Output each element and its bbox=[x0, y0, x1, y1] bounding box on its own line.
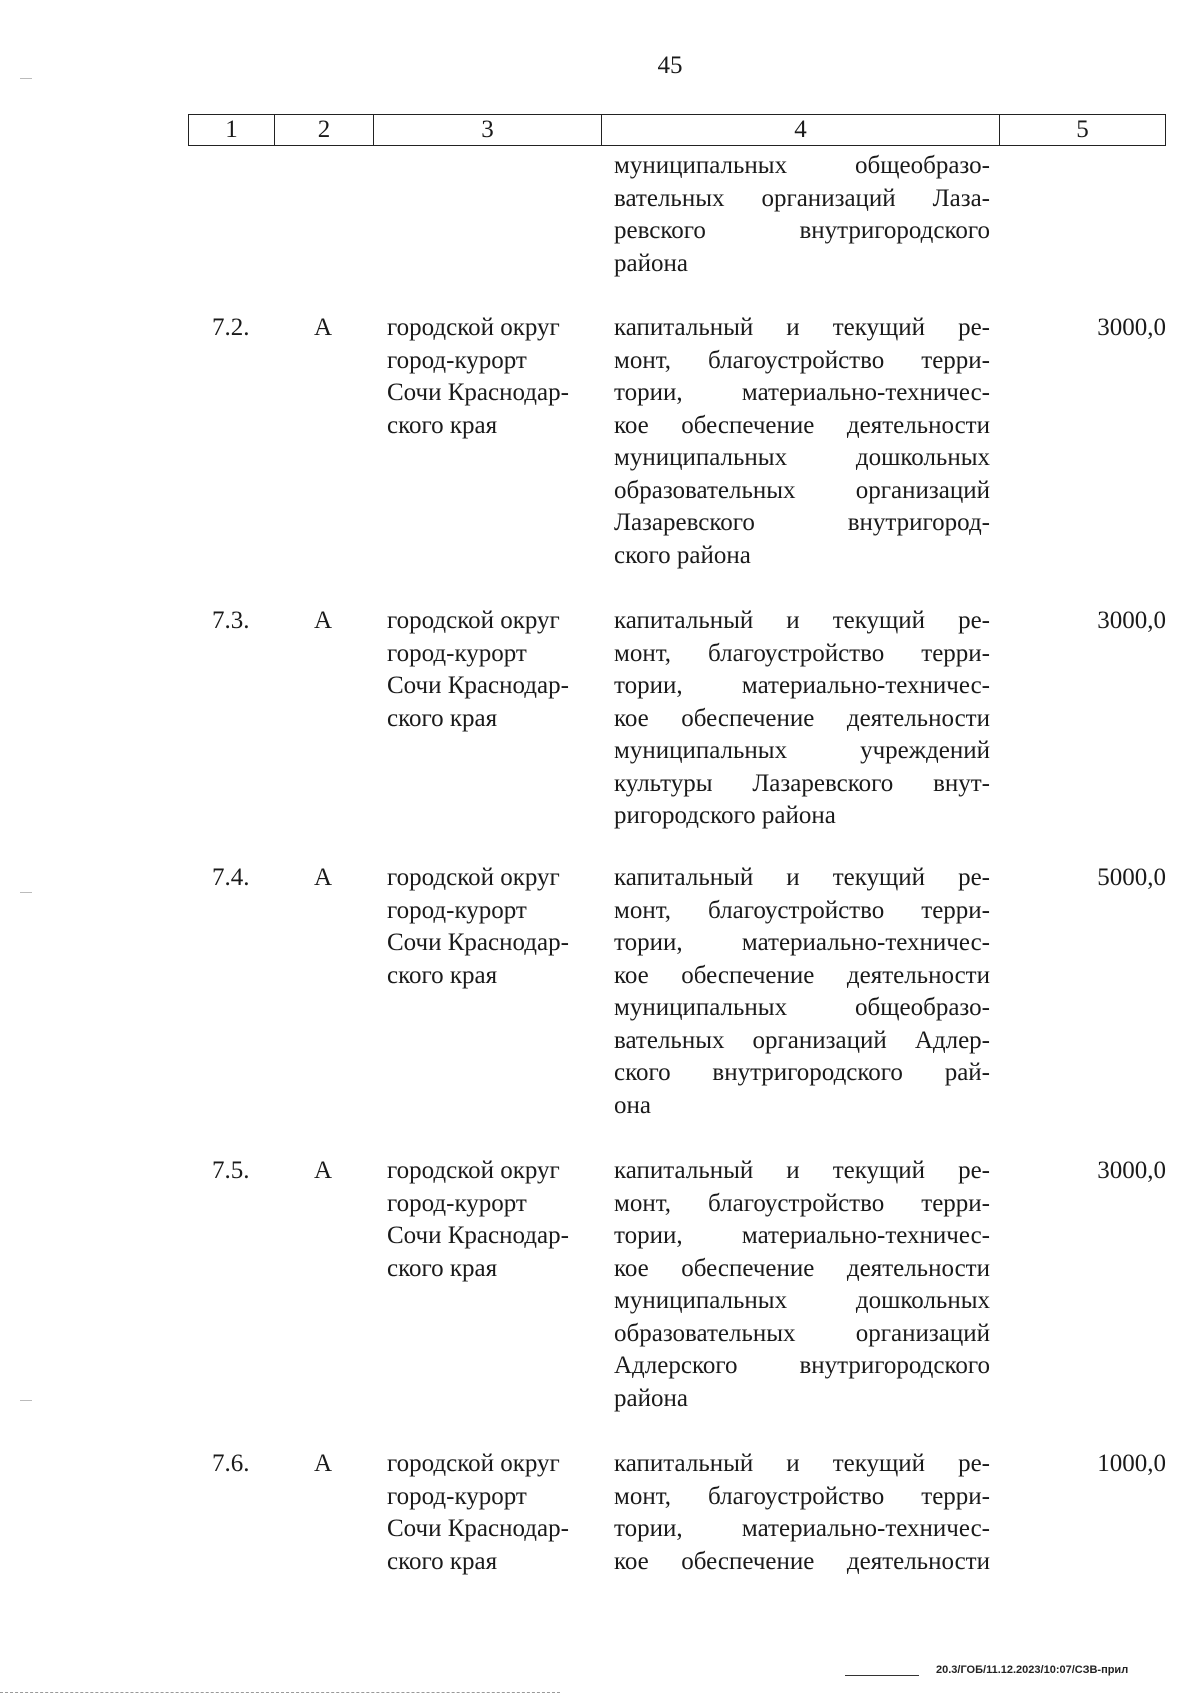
text-line: Сочи Краснодар- bbox=[387, 1515, 569, 1542]
text-line: Лазаревского внутригород- bbox=[614, 509, 990, 536]
text-line: кое обеспечение деятельности bbox=[614, 961, 990, 989]
row-amount: 1000,0 bbox=[1097, 1450, 1166, 1477]
text-line: Сочи Краснодар- bbox=[387, 1222, 569, 1249]
row-number: 7.4. bbox=[212, 864, 250, 891]
text-line: город-курорт bbox=[387, 346, 527, 374]
footer-document-code: 20.3/ГОБ/11.12.2023/10:07/СЗВ-прил bbox=[936, 1664, 1129, 1676]
row-category: А bbox=[314, 1157, 333, 1184]
row-purpose bbox=[614, 605, 990, 833]
text-line: монт, благоустройство терри- bbox=[614, 896, 990, 924]
text-line: кое обеспечение деятельности bbox=[614, 704, 990, 732]
text-line: Адлерского внутригородского bbox=[614, 1352, 990, 1379]
row-entity bbox=[387, 862, 593, 992]
row-number: 7.2. bbox=[212, 314, 250, 341]
scan-margin-mark bbox=[20, 892, 32, 893]
text-line: монт, благоустройство терри- bbox=[614, 1189, 990, 1217]
text-line: монт, благоустройство терри- bbox=[614, 1482, 990, 1510]
text-line: Сочи Краснодар- bbox=[387, 672, 569, 699]
text-line: тории, материально-техничес- bbox=[614, 1222, 990, 1249]
header-col-3: 3 bbox=[374, 115, 602, 145]
text-line: монт, благоустройство терри- bbox=[614, 639, 990, 667]
text-line: ского края bbox=[387, 704, 498, 732]
text-line: капитальный и текущий ре- bbox=[614, 607, 990, 634]
row-purpose bbox=[614, 312, 990, 572]
text-line: городской округ bbox=[387, 1157, 560, 1184]
text-line: кое обеспечение деятельности bbox=[614, 411, 990, 439]
header-col-4: 4 bbox=[602, 115, 1000, 145]
text-line: капитальный и текущий ре- bbox=[614, 314, 990, 341]
text-line: образовательных организаций bbox=[614, 1319, 990, 1347]
row-entity bbox=[387, 312, 593, 442]
row-number: 7.6. bbox=[212, 1450, 250, 1477]
text-line: культуры Лазаревского внут- bbox=[614, 769, 990, 797]
text-line: городской округ bbox=[387, 314, 560, 341]
text-line: ского края bbox=[387, 961, 498, 989]
text-line: капитальный и текущий ре- bbox=[614, 864, 990, 891]
text-line: капитальный и текущий ре- bbox=[614, 1157, 990, 1184]
row-purpose bbox=[614, 862, 990, 1122]
continued-purpose-text bbox=[614, 150, 990, 280]
text-line: образовательных организаций bbox=[614, 476, 990, 504]
text-line: Сочи Краснодар- bbox=[387, 379, 569, 406]
row-number: 7.5. bbox=[212, 1157, 250, 1184]
text-line: город-курорт bbox=[387, 1482, 527, 1510]
row-purpose bbox=[614, 1155, 990, 1415]
text-line: района bbox=[614, 249, 688, 277]
text-line: город-курорт bbox=[387, 896, 527, 924]
scan-margin-mark bbox=[20, 78, 32, 79]
row-number: 7.3. bbox=[212, 607, 250, 634]
row-category: А bbox=[314, 314, 333, 341]
text-line: вательных организаций Лаза- bbox=[614, 184, 990, 212]
text-line: муниципальных дошкольных bbox=[614, 1287, 990, 1314]
row-amount: 3000,0 bbox=[1097, 1157, 1166, 1184]
text-line: капитальный и текущий ре- bbox=[614, 1450, 990, 1477]
text-line: района bbox=[614, 1384, 688, 1412]
text-line: город-курорт bbox=[387, 639, 527, 667]
text-line: муниципальных общеобразо- bbox=[614, 152, 990, 179]
page-number: 45 bbox=[657, 52, 683, 79]
text-line: ригородского района bbox=[614, 802, 836, 829]
row-amount: 3000,0 bbox=[1097, 314, 1166, 341]
text-line: городской округ bbox=[387, 1450, 560, 1477]
row-category: А bbox=[314, 864, 333, 891]
text-line: ского края bbox=[387, 411, 498, 439]
row-entity bbox=[387, 605, 593, 735]
header-col-2: 2 bbox=[275, 115, 374, 145]
text-line: тории, материально-техничес- bbox=[614, 672, 990, 699]
text-line: тории, материально-техничес- bbox=[614, 929, 990, 956]
header-col-1: 1 bbox=[189, 115, 275, 145]
text-line: тории, материально-техничес- bbox=[614, 379, 990, 406]
text-line: Сочи Краснодар- bbox=[387, 929, 569, 956]
text-line: ского края bbox=[387, 1254, 498, 1282]
row-category: А bbox=[314, 1450, 333, 1477]
text-line: она bbox=[614, 1091, 651, 1119]
text-line: тории, материально-техничес- bbox=[614, 1515, 990, 1542]
row-amount: 5000,0 bbox=[1097, 864, 1166, 891]
text-line: монт, благоустройство терри- bbox=[614, 346, 990, 374]
text-line: городской округ bbox=[387, 607, 560, 634]
text-line: город-курорт bbox=[387, 1189, 527, 1217]
row-category: А bbox=[314, 607, 333, 634]
row-amount: 3000,0 bbox=[1097, 607, 1166, 634]
column-number-header bbox=[188, 114, 1166, 146]
row-purpose bbox=[614, 1448, 990, 1578]
text-line: ревского внутригородского bbox=[614, 217, 990, 244]
scan-edge-line bbox=[0, 1692, 560, 1693]
row-entity bbox=[387, 1448, 593, 1578]
text-line: городской округ bbox=[387, 864, 560, 891]
text-line: муниципальных общеобразо- bbox=[614, 994, 990, 1021]
text-line: муниципальных учреждений bbox=[614, 737, 990, 764]
header-col-5: 5 bbox=[1076, 116, 1089, 143]
footer-rule bbox=[845, 1675, 919, 1676]
text-line: ского внутригородского рай- bbox=[614, 1059, 990, 1086]
scan-margin-mark bbox=[20, 1400, 32, 1401]
text-line: кое обеспечение деятельности bbox=[614, 1547, 990, 1575]
text-line: кое обеспечение деятельности bbox=[614, 1254, 990, 1282]
text-line: ского района bbox=[614, 541, 751, 569]
text-line: вательных организаций Адлер- bbox=[614, 1026, 990, 1054]
text-line: муниципальных дошкольных bbox=[614, 444, 990, 471]
text-line: ского края bbox=[387, 1547, 498, 1575]
row-entity bbox=[387, 1155, 593, 1285]
